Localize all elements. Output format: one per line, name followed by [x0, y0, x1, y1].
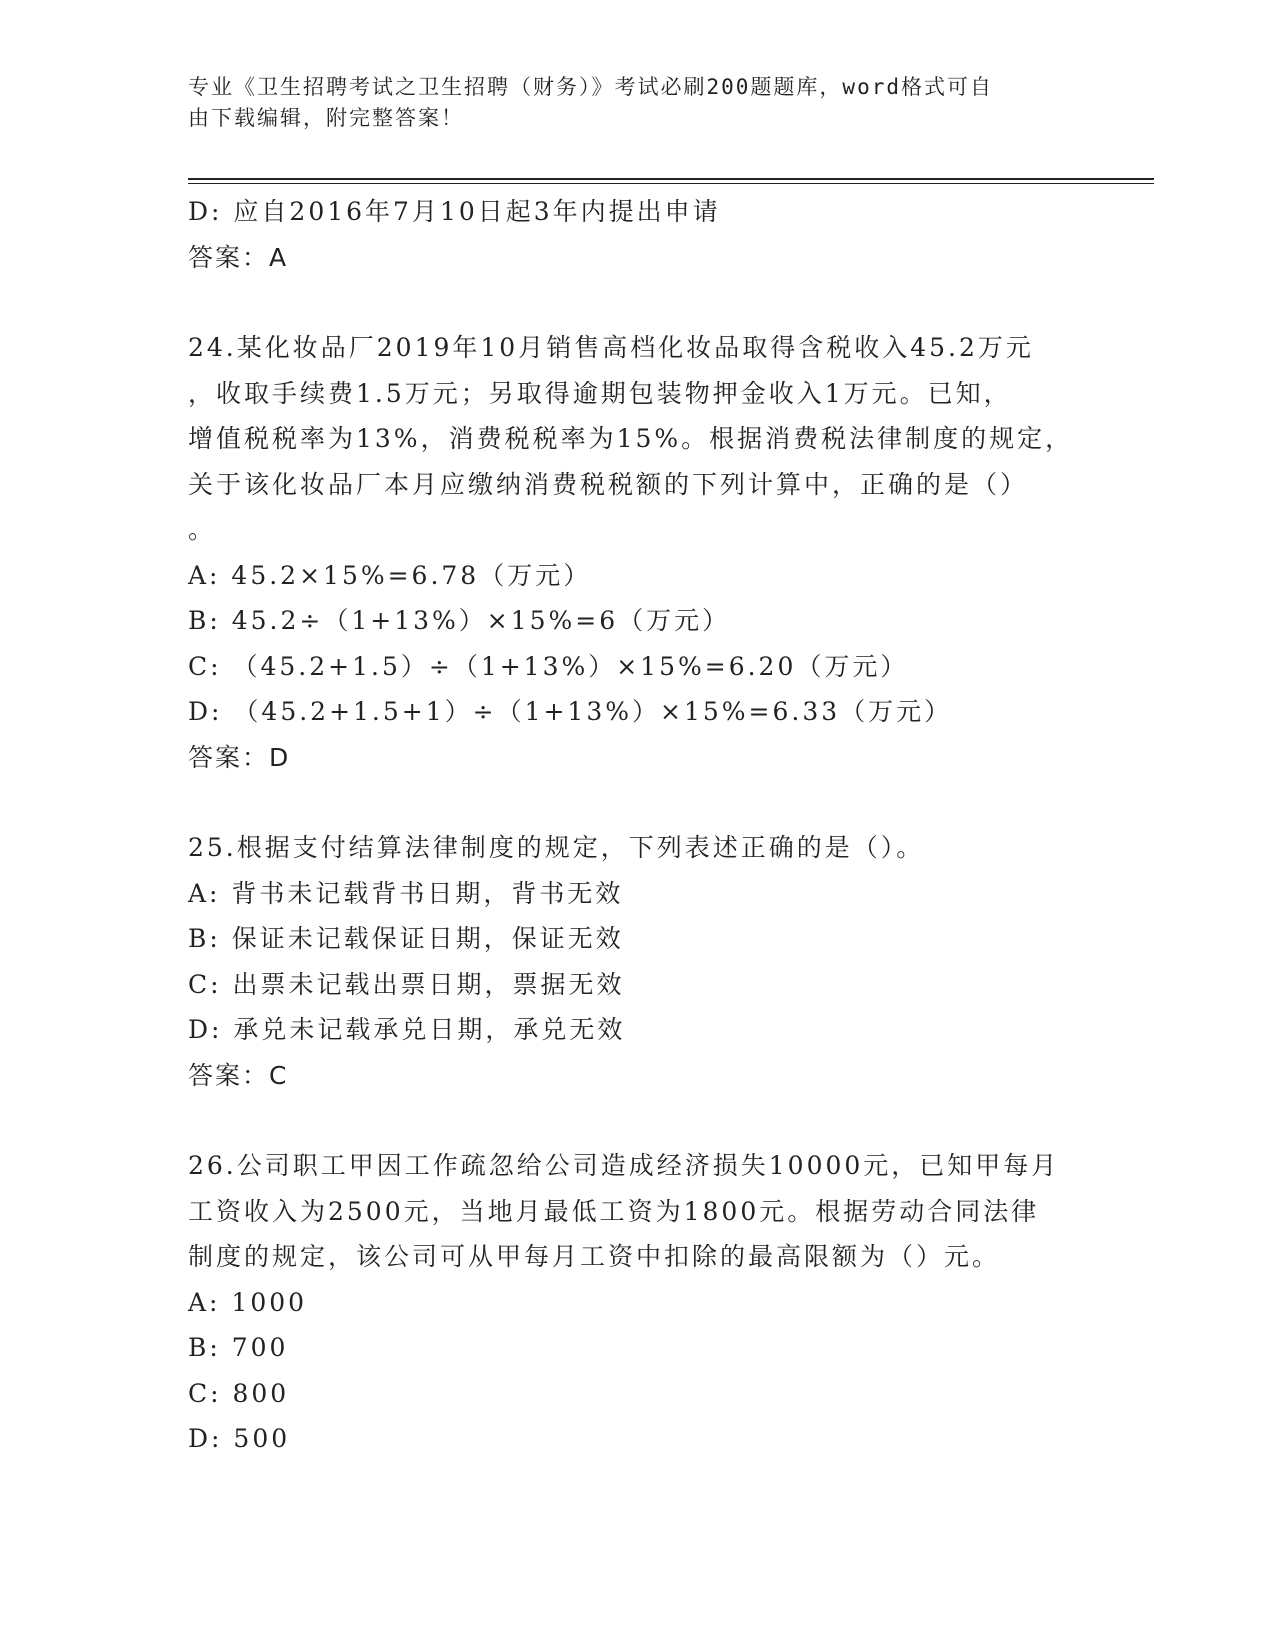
question-26 — [188, 1143, 1088, 1462]
option-a: A: 1000 — [188, 1287, 308, 1317]
question-stem-line: 制度的规定，该公司可从甲每月工资中扣除的最高限额为（）元。 — [188, 1242, 1001, 1271]
answer-line: 答案：C — [188, 1060, 289, 1090]
header-line-1: 专业《卫生招聘考试之卫生招聘（财务）》考试必刷200题题库，word格式可自 — [188, 75, 993, 99]
question-stem-line: 增值税税率为13%，消费税税率为15%。根据消费税法律制度的规定， — [188, 424, 1074, 453]
question-23-tail — [188, 189, 1088, 280]
question-content — [188, 189, 1088, 1462]
header-line-2: 由下载编辑，附完整答案！ — [188, 106, 464, 130]
question-stem-line: 24.某化妆品厂2019年10月销售高档化妆品取得含税收入45.2万元 — [188, 333, 1034, 362]
question-25 — [188, 825, 1088, 1098]
answer-line: 答案：D — [188, 742, 291, 772]
option-b: B: 45.2÷（1+13%）×15%=6（万元） — [188, 606, 731, 635]
spacer — [188, 780, 1088, 825]
question-stem-line: 工资收入为2500元，当地月最低工资为1800元。根据劳动合同法律 — [188, 1196, 1040, 1226]
question-stem-line: ，收取手续费1.5万元；另取得逾期包装物押金收入1万元。已知， — [188, 378, 1012, 408]
option-c: C: 出票未记载出票日期，票据无效 — [188, 969, 625, 999]
header-divider-thick — [188, 178, 1154, 180]
option-d: D: 500 — [188, 1424, 291, 1453]
option-d: D: （45.2+1.5+1）÷（1+13%）×15%=6.33（万元） — [188, 697, 953, 726]
question-stem-line: 。 — [188, 515, 217, 544]
option-a: A: 背书未记载背书日期，背书无效 — [188, 878, 624, 908]
page-header — [188, 72, 1068, 134]
option-c: C: 800 — [188, 1378, 290, 1408]
answer-line: 答案：A — [188, 242, 289, 272]
question-stem-line: 26.公司职工甲因工作疏忽给公司造成经济损失10000元，已知甲每月 — [188, 1151, 1060, 1180]
option-b: B: 保证未记载保证日期，保证无效 — [188, 924, 624, 953]
question-stem-line: 25.根据支付结算法律制度的规定，下列表述正确的是（）。 — [188, 833, 925, 862]
header-divider-thin — [188, 183, 1154, 184]
option-b: B: 700 — [188, 1333, 289, 1362]
option-c: C: （45.2+1.5）÷（1+13%）×15%=6.20（万元） — [188, 651, 909, 681]
option-d: D: 应自2016年7月10日起3年内提出申请 — [188, 197, 721, 226]
question-stem-line: 关于该化妆品厂本月应缴纳消费税税额的下列计算中，正确的是（） — [188, 469, 1029, 499]
spacer — [188, 280, 1088, 325]
spacer — [188, 1098, 1088, 1143]
option-d: D: 承兑未记载承兑日期，承兑无效 — [188, 1015, 626, 1044]
option-a: A: 45.2×15%=6.78（万元） — [188, 560, 592, 590]
question-24 — [188, 325, 1088, 780]
